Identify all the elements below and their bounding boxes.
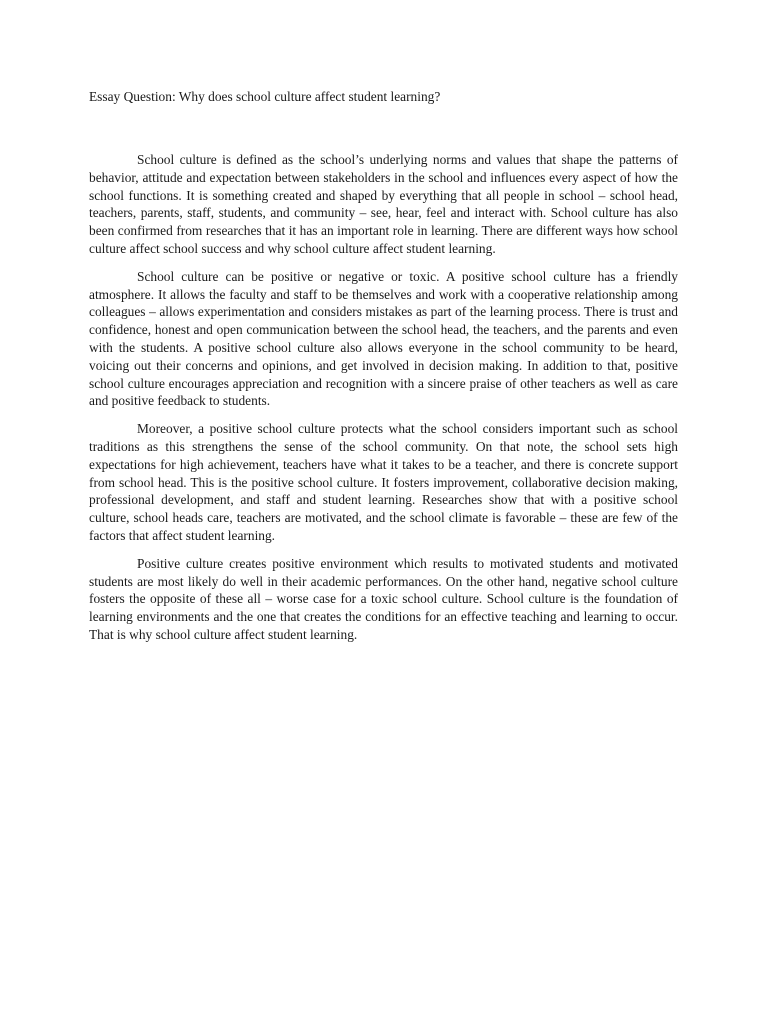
essay-paragraph-2: School culture can be positive or negative or toxic. A positive school culture has a friendly atmosphere. It allows the faculty and staff to be themselves and work with a cooperative relationship among colleagues – allows experimentation and considers mistakes as part of the learning process. There is trust and confidence, honest and open communication between the school head, the teachers, and the parents and even with the students. A positive school culture also allows everyone in the school community to be heard, voicing out their concerns and opinions, and get involved in decision making. In addition to that, positive school culture encourages appreciation and recognition with a sincere praise of other teachers as well as care and positive feedback to students. [89, 268, 678, 409]
essay-question: Essay Question: Why does school culture affect student learning? [89, 89, 441, 104]
essay-paragraph-4: Positive culture creates positive environment which results to motivated students and motivated students are most likely do well in their academic performances. On the other hand, negative school culture fosters the opposite of these all – worse case for a toxic school culture. School culture is the foundation of learning environments and the one that creates the conditions for an effective teaching and learning to occur. That is why school culture affect student learning. [89, 555, 678, 642]
essay-paragraph-1: School culture is defined as the school’s underlying norms and values that shape the patterns of behavior, attitude and expectation between stakeholders in the school and influences every aspect of how the school functions. It is something created and shaped by everything that all people in school – school head, teachers, parents, staff, students, and community – see, hear, feel and interact with. School culture has also been confirmed from researches that it has an important role in learning. There are different ways how school culture affect school success and why school culture affect student learning. [89, 152, 678, 256]
document-page [89, 88, 678, 654]
essay-paragraph-3: Moreover, a positive school culture protects what the school considers important such as school traditions as this strengthens the sense of the school community. On that note, the school sets high expectations for high achievement, teachers have what it takes to be a teacher, and there is concrete support from school head. This is the positive school culture. It fosters improvement, collaborative decision making, professional development, and staff and student learning. Researches show that with a positive school culture, school heads care, teachers are motivated, and the school climate is favorable – these are few of the factors that affect student learning. [89, 421, 678, 543]
